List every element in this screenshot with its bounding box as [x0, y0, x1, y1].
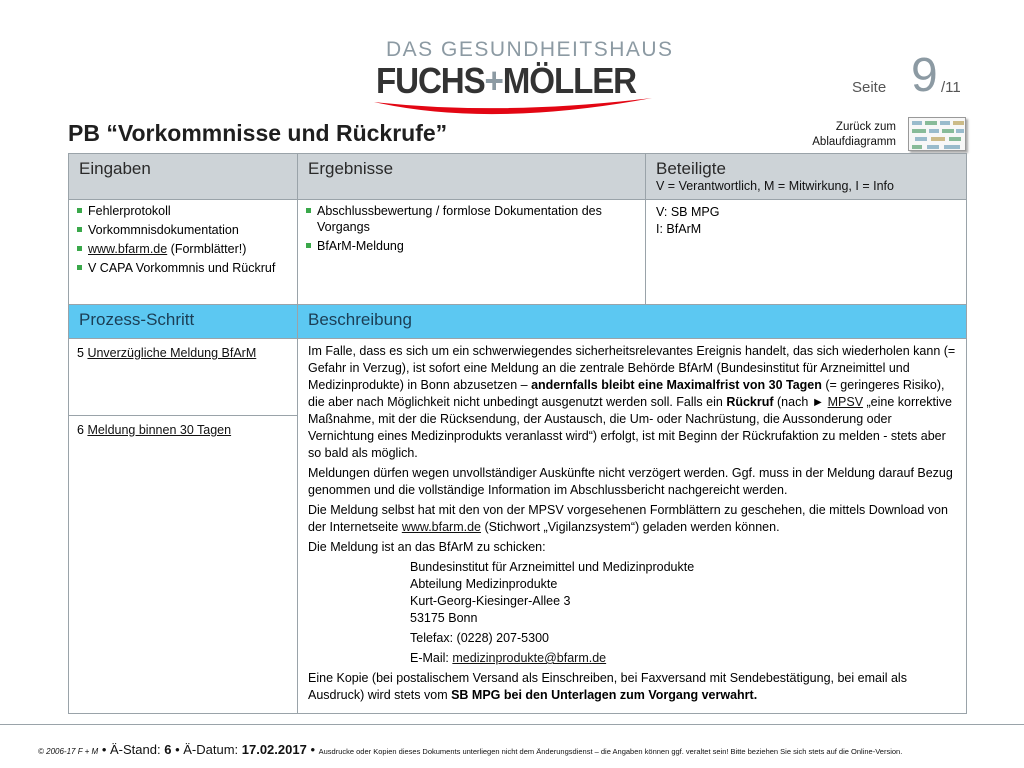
step-link-meldung-bfarm[interactable]: Unverzügliche Meldung BfArM	[87, 346, 257, 360]
bfarm-download-link[interactable]: www.bfarm.de	[401, 520, 482, 534]
process-row	[69, 339, 967, 714]
flowchart-thumbnail-icon[interactable]	[908, 117, 966, 151]
address-email	[410, 650, 956, 667]
desc-text: (Stichwort „Vigilanzsystem“) geladen werden können.	[481, 520, 780, 534]
header-beschreibung-label: Beschreibung	[308, 310, 412, 329]
header-beteiligte	[646, 154, 967, 200]
desc-text: (= geringeres Risiko), die aber nach Möglichkeit nicht unbedingt ausgenutzt werden soll. Falls ein	[308, 378, 945, 409]
desc-text: Die Meldung selbst hat mit den von der MPSV vorgesehenen Formblättern zu geschehen, die mittels Download von der Internetseite	[308, 503, 948, 534]
header-eingaben-label: Eingaben	[79, 159, 151, 178]
bfarm-link[interactable]: www.bfarm.de	[88, 242, 168, 256]
bfarm-link-note: (Formblätter!)	[167, 242, 247, 256]
footer	[38, 742, 902, 757]
eingaben-cell	[69, 200, 298, 305]
list-item: Vorkommnisdokumentation	[77, 222, 289, 238]
step-number: 5	[77, 346, 88, 360]
steps-cell	[69, 339, 298, 714]
footer-separator: •	[98, 742, 111, 757]
header-beteiligte-label: Beteiligte	[656, 159, 726, 178]
address-line: 53175 Bonn	[410, 611, 478, 625]
mpsv-link[interactable]: MPSV	[827, 395, 864, 409]
header-ergebnisse	[298, 154, 646, 200]
logo-tagline: DAS GESUNDHEITSHAUS	[386, 38, 674, 61]
header-prozess-label: Prozess-Schritt	[79, 310, 195, 329]
back-to-flowchart-link[interactable]	[790, 120, 896, 150]
list-item: V CAPA Vorkommnis und Rückruf	[77, 260, 289, 276]
list-item	[77, 241, 289, 257]
process-table	[68, 153, 967, 714]
bfarm-address	[308, 559, 956, 667]
company-logo	[370, 38, 674, 118]
header-beschreibung	[298, 305, 967, 339]
logo-plus: +	[484, 60, 503, 101]
logo-word-right: MÖLLER	[502, 60, 637, 101]
desc-text: (nach ►	[773, 395, 828, 409]
desc-paragraph	[308, 502, 956, 536]
footer-separator: •	[306, 742, 319, 757]
footer-stand-value: 6	[164, 742, 172, 757]
desc-paragraph: Meldungen dürfen wegen unvollständiger Auskünfte nicht verzögert werden. Ggf. muss in der Meldung darauf Bezug genommen und die vollständige Information im Abschlussbericht nachgereicht werden.	[308, 466, 953, 497]
desc-bold: andernfalls bleibt eine Maximalfrist von 30 Tagen	[531, 378, 822, 392]
eingaben-list	[77, 203, 289, 276]
page-total: /11	[941, 79, 961, 96]
footer-datum-label: Ä-Datum:	[183, 742, 242, 757]
process-header-row	[69, 305, 967, 339]
back-link-line2: Ablaufdiagramm	[812, 136, 896, 148]
description-cell	[298, 339, 967, 714]
desc-text: Eine Kopie (bei postalischem Versand als Einschreiben, bei Faxversand mit Sendebestätigung, bei email als Ausdruck) wird stets vom	[308, 671, 907, 702]
address-line: Abteilung Medizinprodukte	[410, 577, 558, 591]
list-item: Fehlerprotokoll	[77, 203, 289, 219]
step-item	[69, 415, 297, 445]
footer-copyright: © 2006-17 F + M	[38, 747, 99, 756]
footer-stand-label: Ä-Stand:	[110, 742, 165, 757]
step-item	[69, 339, 297, 415]
desc-text: Im Falle, dass es sich um ein schwerwiegendes sicherheitsrelevantes Ereignis handelt, das sich wiederholen kann (= Gefahr in Verzug), ist sofort eine Meldung an die zentrale Behörde BfArM (Bundesinstitut für Arzneimittel und Medizinprodukte) in Bonn abzusetzen –	[308, 344, 956, 392]
address-line: Bundesinstitut für Arzneimittel und Medizinprodukte	[410, 560, 695, 574]
list-item: Abschlussbewertung / formlose Dokumentation des Vorgangs	[306, 203, 637, 235]
header-row	[69, 154, 967, 200]
footer-datum-value: 17.02.2017	[241, 742, 307, 757]
desc-paragraph	[308, 670, 956, 704]
header-beteiligte-legend: V = Verantwortlich, M = Mitwirkung, I = Info	[656, 179, 894, 193]
beteiligte-cell	[646, 200, 967, 305]
list-item: BfArM-Meldung	[306, 238, 637, 254]
footer-notice: Ausdrucke oder Kopien dieses Dokuments unterliegen nicht dem Änderungsdienst – die Angaben können ggf. veraltet sein! Bitte beziehen Sie sich stets auf die Online-Version.	[318, 747, 903, 756]
address-fax: Telefax: (0228) 207-5300	[410, 631, 549, 645]
beteiligte-line1: V: SB MPG	[656, 205, 720, 219]
header-ergebnisse-label: Ergebnisse	[308, 159, 394, 178]
email-label: E-Mail:	[410, 651, 453, 665]
step-number: 6	[77, 423, 88, 437]
header-prozess-schritt	[69, 305, 298, 339]
desc-text: „eine korrektive Maßnahme, mit der die Rücksendung, der Austausch, die Um- oder Nachrüstung, die Aussonderung oder Vernichtung eines Medizinprodukts veranlasst wird“) erfolgt, ist mit Beginn der Rückrufaktion zu melden - stets aber so bald als möglich.	[308, 395, 952, 460]
footer-separator: •	[171, 742, 184, 757]
page-label: Seite	[852, 79, 887, 96]
ergebnisse-list	[306, 203, 637, 254]
email-link[interactable]: medizinprodukte@bfarm.de	[452, 651, 607, 665]
desc-paragraph: Die Meldung ist an das BfArM zu schicken:	[308, 540, 546, 554]
page-title: PB “Vorkommnisse und Rückrufe”	[68, 120, 448, 146]
page-number: 9	[911, 49, 938, 102]
logo-swoosh-icon	[370, 94, 654, 120]
address-line: Kurt-Georg-Kiesinger-Allee 3	[410, 594, 571, 608]
back-link-line1: Zurück zum	[835, 121, 896, 133]
desc-paragraph	[308, 343, 956, 462]
desc-bold: SB MPG bei den Unterlagen zum Vorgang verwahrt.	[451, 688, 758, 702]
inputs-row	[69, 200, 967, 305]
desc-bold: Rückruf	[726, 395, 774, 409]
footer-divider	[0, 724, 1024, 725]
logo-word-left: FUCHS	[376, 60, 485, 101]
header-eingaben	[69, 154, 298, 200]
beteiligte-line2: I: BfArM	[656, 222, 702, 236]
ergebnisse-cell	[298, 200, 646, 305]
step-link-meldung-30-tage[interactable]: Meldung binnen 30 Tagen	[87, 423, 232, 437]
